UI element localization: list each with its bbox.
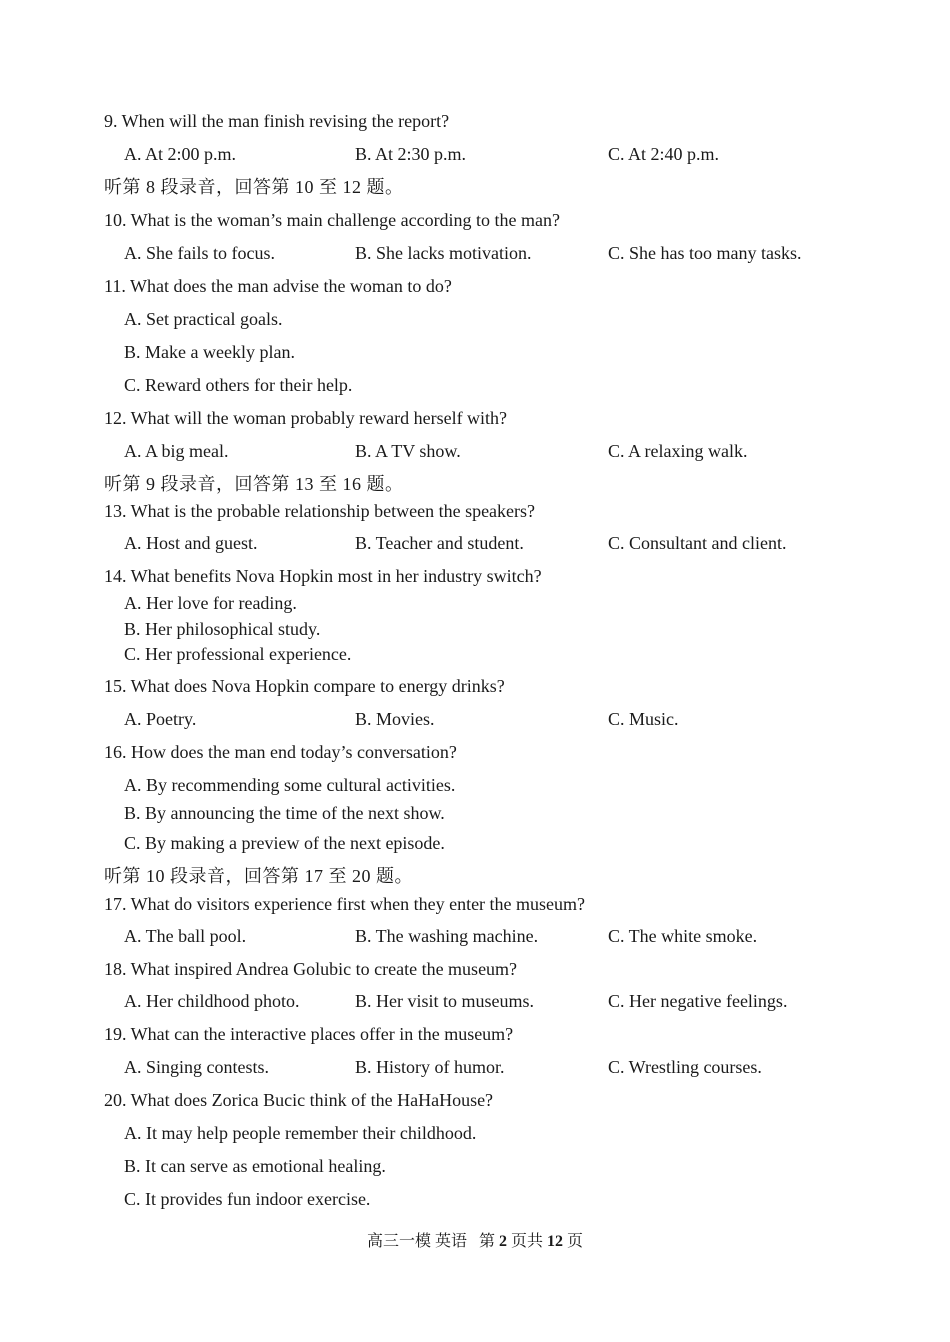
- answer-option-a: A. She fails to focus.: [124, 243, 275, 263]
- question-text: 10. What is the woman’s main challenge according to the man?: [104, 210, 561, 230]
- answer-option: B. It can serve as emotional healing.: [124, 1156, 386, 1176]
- answer-option-b: B. History of humor.: [355, 1057, 505, 1077]
- answer-option-a: A. A big meal.: [124, 441, 229, 461]
- footer-exam: 高三一模: [366, 1233, 431, 1250]
- footer-subject: 英语: [434, 1233, 467, 1250]
- answer-option: C. It provides fun indoor exercise.: [124, 1189, 371, 1209]
- question-text: 18. What inspired Andrea Golubic to create the museum?: [104, 959, 518, 979]
- answer-option-a: A. The ball pool.: [124, 926, 247, 946]
- answer-option: C. Reward others for their help.: [124, 375, 353, 395]
- answer-option-b: B. Movies.: [355, 709, 435, 729]
- answer-option-b: B. A TV show.: [355, 441, 461, 461]
- answer-option-b: B. Teacher and student.: [355, 533, 524, 553]
- answer-option-c: C. Her negative feelings.: [608, 991, 788, 1011]
- answer-option: B. By announcing the time of the next show.: [124, 803, 445, 823]
- answer-option-c: C. Music.: [608, 709, 679, 729]
- question-text: 16. How does the man end today’s conversation?: [104, 742, 457, 762]
- answer-option-a: A. Host and guest.: [124, 533, 258, 553]
- answer-option: B. Her philosophical study.: [124, 619, 321, 639]
- answer-option-a: A. Her childhood photo.: [124, 991, 300, 1011]
- answer-option: A. Set practical goals.: [124, 309, 283, 329]
- answer-option: A. It may help people remember their childhood.: [124, 1123, 477, 1143]
- question-text: 19. What can the interactive places offer in the museum?: [104, 1024, 514, 1044]
- question-text: 9. When will the man finish revising the report?: [104, 111, 450, 131]
- footer-suffix: 页: [567, 1233, 584, 1250]
- question-text: 20. What does Zorica Bucic think of the HaHaHouse?: [104, 1090, 494, 1110]
- answer-option: B. Make a weekly plan.: [124, 342, 295, 362]
- page-footer: [0, 1232, 950, 1252]
- answer-option-b: B. Her visit to museums.: [355, 991, 534, 1011]
- section-instruction: 听第 10 段录音，回答第 17 至 20 题。: [104, 866, 413, 886]
- answer-option-c: C. At 2:40 p.m.: [608, 144, 720, 164]
- answer-option: C. By making a preview of the next episode.: [124, 833, 445, 853]
- answer-option: A. By recommending some cultural activities.: [124, 775, 456, 795]
- answer-option-a: A. At 2:00 p.m.: [124, 144, 237, 164]
- answer-option: A. Her love for reading.: [124, 593, 297, 613]
- question-text: 13. What is the probable relationship between the speakers?: [104, 501, 536, 521]
- question-text: 15. What does Nova Hopkin compare to energy drinks?: [104, 676, 505, 696]
- section-instruction: 听第 8 段录音，回答第 10 至 12 题。: [104, 177, 404, 197]
- answer-option-c: C. Consultant and client.: [608, 533, 787, 553]
- question-text: 14. What benefits Nova Hopkin most in her industry switch?: [104, 566, 542, 586]
- answer-option-a: A. Singing contests.: [124, 1057, 270, 1077]
- question-text: 17. What do visitors experience first when they enter the museum?: [104, 894, 586, 914]
- footer-total-pages: 12: [547, 1233, 564, 1250]
- answer-option-b: B. At 2:30 p.m.: [355, 144, 467, 164]
- answer-option-c: C. A relaxing walk.: [608, 441, 748, 461]
- footer-middle: 页共: [511, 1233, 544, 1250]
- footer-prefix: 第: [478, 1233, 495, 1250]
- answer-option-c: C. Wrestling courses.: [608, 1057, 762, 1077]
- answer-option-c: C. She has too many tasks.: [608, 243, 802, 263]
- question-text: 11. What does the man advise the woman to do?: [104, 276, 452, 296]
- answer-option-c: C. The white smoke.: [608, 926, 758, 946]
- answer-option-a: A. Poetry.: [124, 709, 197, 729]
- answer-option: C. Her professional experience.: [124, 644, 352, 664]
- answer-option-b: B. She lacks motivation.: [355, 243, 532, 263]
- footer-page-number: 2: [499, 1233, 507, 1250]
- question-text: 12. What will the woman probably reward herself with?: [104, 408, 508, 428]
- section-instruction: 听第 9 段录音，回答第 13 至 16 题。: [104, 474, 404, 494]
- answer-option-b: B. The washing machine.: [355, 926, 539, 946]
